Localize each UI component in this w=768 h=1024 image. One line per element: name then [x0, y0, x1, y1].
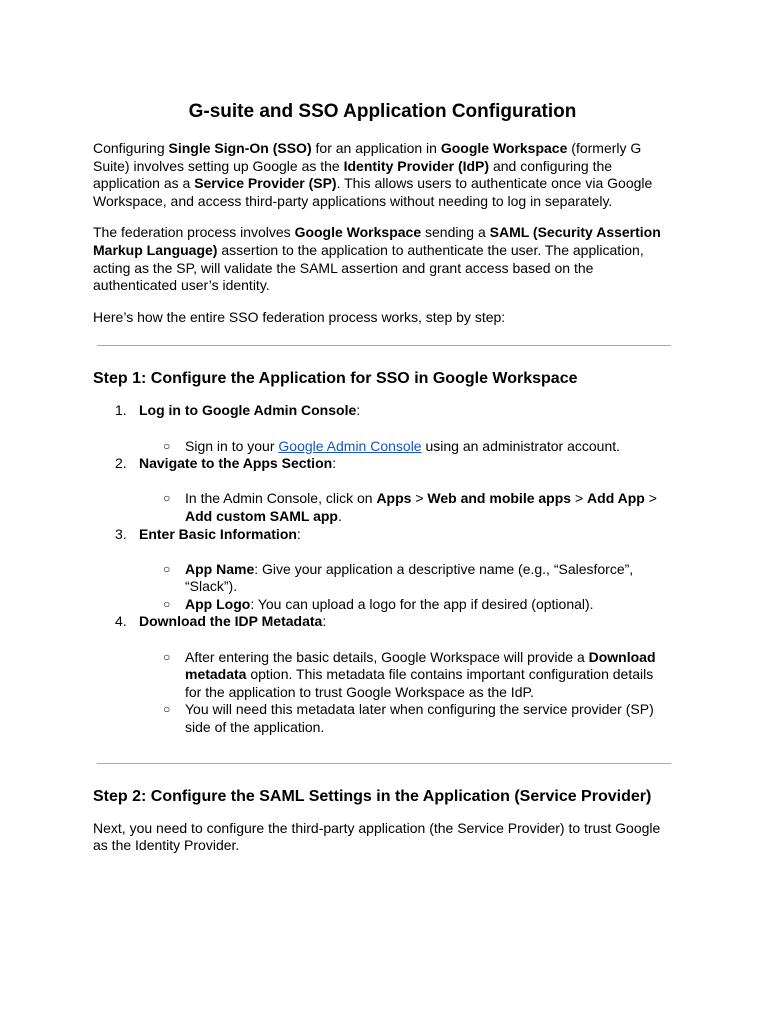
sub-list-item: ○ You will need this metadata later when configuring the service provider (SP) side of the application.	[163, 701, 654, 736]
list-item-label: Navigate to the Apps Section	[139, 455, 333, 472]
step-2-heading: Step 2: Configure the SAML Settings in the Application (Service Provider)	[93, 787, 652, 805]
step-2-paragraph: Next, you need to configure the third-party application (the Service Provider) to trust Google as the Identity Provider.	[93, 819, 661, 854]
sub-list-item: ○ In the Admin Console, click on Apps > Web and mobile apps > Add App > Add custom SAML app.	[163, 490, 657, 524]
intro-paragraph-1: Configuring Single Sign-On (SSO) for an application in Google Workspace (formerly G Suite) involves setting up Google as the Identity Provider (IdP) and configuring the application as a Service Provider (SP). This allows users to authenticate once via Google Workspace, and access third-party applications without needing to log in separately.	[93, 140, 653, 209]
bullet-icon: ○	[163, 596, 171, 611]
section-divider	[97, 345, 671, 346]
list-number: 1.	[115, 402, 127, 419]
list-item: 1. Log in to Google Admin Console: ○ Sign in to your Google Admin Console using an administrator account.	[93, 402, 672, 455]
sub-list	[139, 561, 672, 614]
bullet-icon: ○	[163, 491, 171, 506]
sub-list	[139, 649, 672, 737]
list-number: 3.	[115, 525, 127, 542]
bullet-icon: ○	[163, 649, 171, 664]
google-admin-console-link[interactable]: Google Admin Console	[278, 437, 422, 454]
bullet-icon: ○	[163, 702, 171, 717]
sub-list	[139, 490, 672, 525]
sub-list-item: ○ Sign in to your Google Admin Console using an administrator account.	[163, 437, 621, 454]
list-number: 4.	[115, 613, 127, 630]
sub-list-item: ○ App Logo: You can upload a logo for the app if desired (optional).	[163, 595, 594, 612]
list-item-label: Log in to Google Admin Console	[139, 402, 357, 419]
list-item-label: Download the IDP Metadata	[139, 613, 323, 630]
list-item: 2. Navigate to the Apps Section: ○ In the Admin Console, click on Apps > Web and mobile apps > Add App > Add custom SAML app.	[93, 455, 672, 525]
document-title: G-suite and SSO Application Configuration	[188, 101, 577, 122]
list-item-label: Enter Basic Information	[139, 525, 297, 542]
list-item: 4. Download the IDP Metadata: ○ After entering the basic details, Google Workspace will provide a Download metadata option. This metadata file contains important configuration details for the application to trust Google Workspace as the IdP. ○ You will need this metadata later when configuring the service provider (SP) side of the application.	[93, 613, 672, 736]
sub-list-item: ○ App Name: Give your application a descriptive name (e.g., “Salesforce”, “Slack”).	[163, 560, 634, 595]
bullet-icon: ○	[163, 438, 171, 453]
step-1-heading: Step 1: Configure the Application for SSO in Google Workspace	[93, 370, 578, 388]
bullet-icon: ○	[163, 561, 171, 576]
sub-list-item: ○ After entering the basic details, Google Workspace will provide a Download metadata option. This metadata file contains important configuration details for the application to trust Google Workspace as the IdP.	[163, 648, 656, 700]
section-divider	[97, 763, 671, 764]
intro-paragraph-2: The federation process involves Google Workspace sending a SAML (Security Assertion Markup Language) assertion to the application to authenticate the user. The application, acting as the SP, will validate the SAML assertion and grant access based on the authenticated user’s identity.	[93, 224, 661, 294]
list-item: 3. Enter Basic Information: ○ App Name: Give your application a descriptive name (e.g., “Salesforce”, “Slack”). ○ App Logo: You can upload a logo for the app if desired (optional).	[93, 526, 672, 614]
intro-paragraph-3: Here’s how the entire SSO federation process works, step by step:	[93, 308, 506, 325]
step-1-list	[93, 402, 672, 736]
list-number: 2.	[115, 455, 127, 472]
sub-list	[139, 438, 672, 456]
